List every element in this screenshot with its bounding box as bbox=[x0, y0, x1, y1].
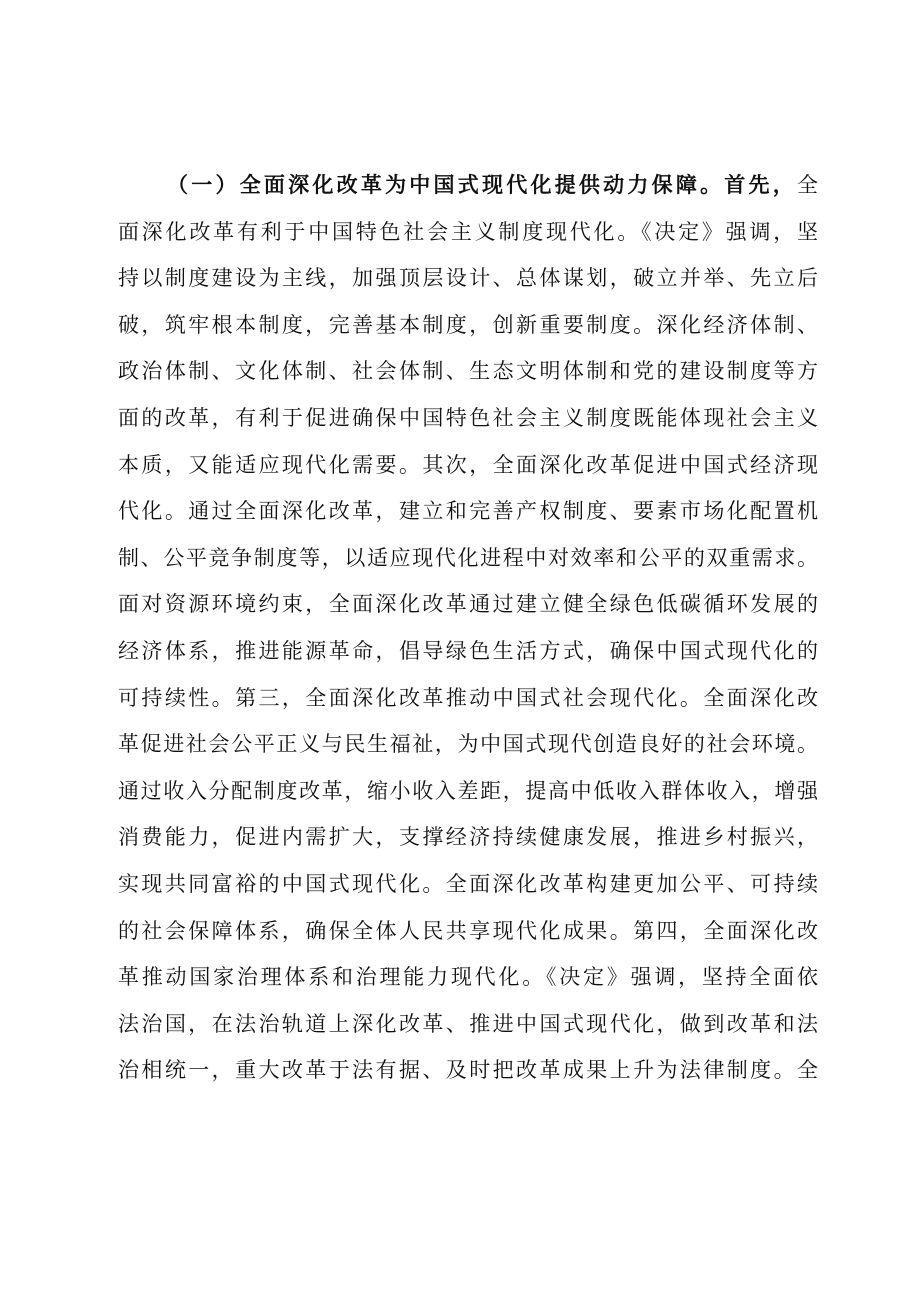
text-line-2: 面深化改革有利于中国特色社会主义制度现代化。《决定》强调，坚 bbox=[118, 219, 818, 244]
text-line-6: 面的改革，有利于促进确保中国特色社会主义制度既能体现社会主义 bbox=[118, 405, 818, 430]
text-line-4: 破，筑牢根本制度，完善基本制度，创新重要制度。深化经济体制、 bbox=[118, 312, 818, 337]
text-line-5: 政治体制、文化体制、社会体制、生态文明体制和党的建设制度等方 bbox=[118, 359, 818, 384]
text-line-17: 的社会保障体系，确保全体人民共享现代化成果。第四，全面深化改 bbox=[118, 918, 818, 943]
text-line-1-rest: 全 bbox=[797, 173, 818, 197]
text-line-12: 可持续性。第三，全面深化改革推动中国式社会现代化。全面深化改 bbox=[118, 685, 818, 710]
text-line-20: 治相统一，重大改革于法有据、及时把改革成果上升为法律制度。全 bbox=[118, 1058, 818, 1083]
text-line-3: 持以制度建设为主线，加强顶层设计、总体谋划，破立并举、先立后 bbox=[118, 266, 818, 291]
body-text bbox=[118, 162, 818, 1094]
text-line-8: 代化。通过全面深化改革，建立和完善产权制度、要素市场化配置机 bbox=[118, 499, 818, 524]
text-line-15: 消费能力，促进内需扩大，支撑经济持续健康发展，推进乡村振兴， bbox=[118, 825, 818, 850]
text-line-18: 革推动国家治理体系和治理能力现代化。《决定》强调，坚持全面依 bbox=[118, 965, 818, 990]
text-line-11: 经济体系，推进能源革命，倡导绿色生活方式，确保中国式现代化的 bbox=[118, 638, 818, 663]
section-heading: （一）全面深化改革为中国式现代化提供动力保障。首先， bbox=[167, 173, 797, 197]
text-line-10: 面对资源环境约束，全面深化改革通过建立健全绿色低碳循环发展的 bbox=[118, 592, 818, 617]
text-line-9: 制、公平竞争制度等，以适应现代化进程中对效率和公平的双重需求。 bbox=[118, 545, 818, 570]
text-line-19: 法治国，在法治轨道上深化改革、推进中国式现代化，做到改革和法 bbox=[118, 1011, 818, 1036]
text-line-7: 本质，又能适应现代化需要。其次，全面深化改革促进中国式经济现 bbox=[118, 452, 818, 477]
text-line-14: 通过收入分配制度改革，缩小收入差距，提高中低收入群体收入，增强 bbox=[118, 778, 818, 803]
text-line-1 bbox=[118, 162, 818, 209]
text-line-16: 实现共同富裕的中国式现代化。全面深化改革构建更加公平、可持续 bbox=[118, 871, 818, 896]
text-line-13: 革促进社会公平正义与民生福祉，为中国式现代创造良好的社会环境。 bbox=[118, 732, 818, 757]
